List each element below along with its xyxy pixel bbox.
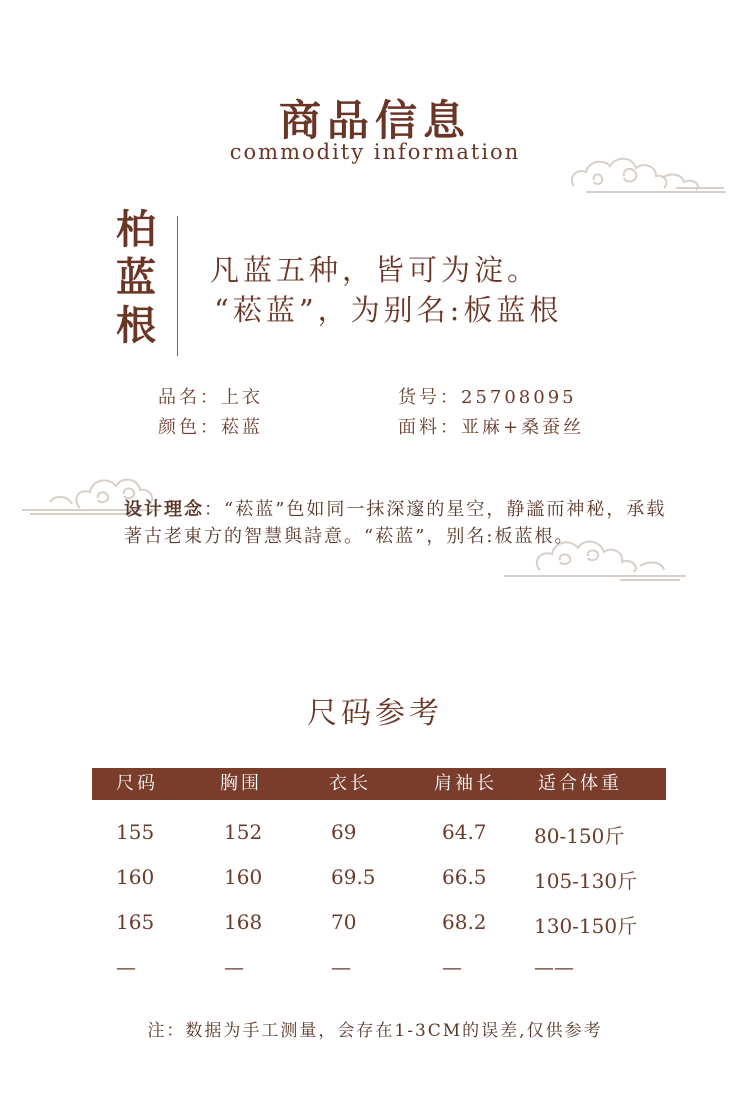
concept-text: “菘蓝”色如同一抹深邃的星空，静謐而神秘，承载著古老東方的智慧與詩意。“菘蓝”，别名:板蓝根。: [124, 499, 667, 547]
vertical-title-char: 根: [116, 302, 156, 349]
table-cell: 64.7: [442, 820, 487, 844]
spec-value: 菘蓝: [221, 417, 263, 438]
spec-label: 面料：: [398, 417, 461, 438]
table-cell: 80-150斤: [534, 824, 625, 848]
size-section-title: 尺码参考: [307, 696, 443, 731]
vertical-title: [112, 206, 160, 350]
table-cell: —: [116, 955, 136, 979]
spec-value: 25708095: [461, 387, 577, 408]
column-header-size: 尺码: [116, 773, 158, 794]
spec-value: 亚麻+桑蚕丝: [461, 417, 585, 438]
spec-item-number: [398, 383, 577, 409]
spec-label: 货号：: [398, 387, 461, 408]
table-cell: 69.5: [331, 865, 376, 889]
table-cell: —: [442, 955, 462, 979]
spec-label: 颜色：: [158, 417, 221, 438]
table-cell: 69: [331, 820, 357, 844]
column-header-shoulder-sleeve: 肩袖长: [434, 773, 497, 794]
table-cell: 165: [116, 910, 155, 934]
page-subtitle: commodity information: [229, 140, 521, 164]
table-cell: ——: [534, 955, 574, 979]
cloud-decoration-icon: [566, 148, 731, 198]
intro-line-2: “菘蓝”，为别名:板蓝根: [214, 293, 563, 327]
table-cell: 155: [116, 820, 155, 844]
column-header-weight: 适合体重: [538, 773, 622, 794]
intro-line-1: 凡蓝五种，皆可为淀。: [210, 253, 541, 287]
divider: [177, 216, 178, 356]
table-cell: 66.5: [442, 865, 487, 889]
spec-color: [158, 413, 263, 439]
table-cell: 68.2: [442, 910, 487, 934]
spec-label: 品名：: [158, 387, 221, 408]
table-cell: 130-150斤: [534, 914, 638, 938]
table-cell: 160: [116, 865, 155, 889]
vertical-title-char: 柏: [116, 206, 156, 253]
table-cell: 105-130斤: [534, 869, 638, 893]
table-cell: 168: [224, 910, 263, 934]
vertical-title-char: 蓝: [116, 254, 156, 301]
design-concept: [124, 496, 684, 550]
table-cell: 70: [331, 910, 357, 934]
page-title: 商品信息: [278, 96, 471, 145]
spec-name: [158, 383, 263, 409]
size-table-header: [92, 768, 666, 800]
measurement-note: 注：数据为手工测量，会存在1-3CM的误差,仅供参考: [147, 1021, 603, 1041]
table-cell: —: [331, 955, 351, 979]
table-cell: 152: [224, 820, 263, 844]
spec-fabric: [398, 413, 584, 439]
concept-colon: ：: [204, 499, 224, 520]
column-header-length: 衣长: [329, 773, 371, 794]
table-cell: —: [224, 955, 244, 979]
column-header-chest: 胸围: [220, 773, 262, 794]
spec-value: 上衣: [221, 387, 263, 408]
table-cell: 160: [224, 865, 263, 889]
concept-label: 设计理念: [124, 499, 204, 520]
